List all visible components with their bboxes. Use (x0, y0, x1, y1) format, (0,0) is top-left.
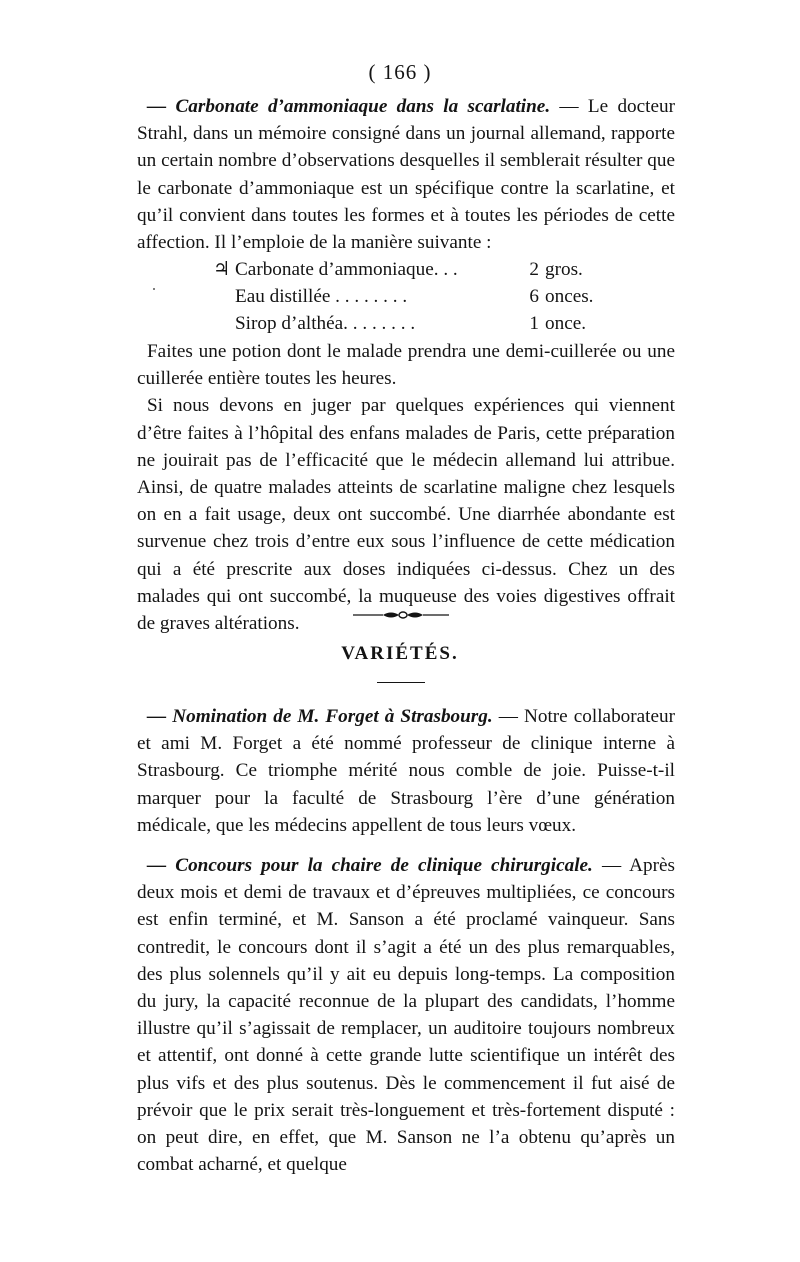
prescription-row (213, 310, 593, 337)
carbonate-section (137, 93, 675, 256)
ornament-divider-icon (353, 608, 449, 622)
carbonate-intro-text: — Le docteur Strahl, dans un mémoire consigné dans un journal allemand, rapporte un certain nombre d’observations desquelles il semblerait résulter que le carbonate d’ammoniaque est un spécifique contre la scarlatine, et qu’il convient dans toutes les formes et à toutes les périodes de cette affection. Il l’emploie de la manière suivante : (137, 96, 675, 254)
ingredient-name: Sirop d’althéa. . . . . . . . (235, 313, 416, 335)
forget-paragraph (137, 703, 675, 839)
carbonate-title: — Carbonate d’ammoniaque dans la scarlatine. (147, 96, 551, 117)
print-speck (153, 288, 155, 290)
ingredient-name: Carbonate d’ammoniaque. . . (235, 259, 458, 280)
results-paragraph: Si nous devons en juger par quelques expériences qui viennent d’être faites à l’hôpital des enfans malades de Paris, cette préparation ne jouirait pas de l’efficacité que le médecin allemand lui attribue. Ainsi, de quatre malades atteints de scarlatine maligne chez lesquels on en a fait usage, deux ont succombé. Une diarrhée abondante est survenue chez trois d’entre eux sous l’influence de cette médication qui a été prescrite aux doses indiquées ci-dessus. Chez un des malades qui ont succombé, la muqueuse des voies digestives offrait de graves altérations. (137, 395, 675, 635)
prescription-row (213, 256, 593, 283)
ingredient-unit: gros. (545, 259, 583, 280)
dosage-paragraph: Faites une potion dont le malade prendra une demi-cuillerée ou une cuillerée entière toutes les heures. (137, 341, 675, 390)
recipe-symbol-icon: ♃ (213, 259, 231, 280)
prescription-table (213, 256, 593, 338)
page-number: ( 166 ) (368, 60, 432, 84)
prescription-row (213, 283, 593, 310)
concours-paragraph (137, 852, 675, 1178)
varietes-heading: VARIÉTÉS. (341, 643, 459, 664)
carbonate-intro-paragraph (137, 93, 675, 256)
heading-rule (377, 682, 425, 683)
ingredient-name: Eau distillée . . . . . . . . (235, 286, 408, 308)
varietes-section (137, 703, 675, 1178)
concours-title: — Concours pour la chaire de clinique chirurgicale. (147, 855, 593, 877)
ingredient-quantity: 6 (529, 286, 539, 308)
forget-title: — Nomination de M. Forget à Strasbourg. (147, 706, 493, 727)
carbonate-results (137, 338, 675, 637)
ingredient-unit: onces. (545, 286, 594, 308)
concours-text: — Après deux mois et demi de travaux et d’épreuves multipliées, ce concours est enfin terminé, et M. Sanson a été proclamé vainqueur. Sans contredit, le concours dont il s’agit a été un des plus remarquables, des plus solennels qu’il y ait eu depuis long-temps. La composition du jury, la capacité reconnue de la plupart des candidats, l’homme illustre qu’il s’agissait de remplacer, un auditoire toujours nombreux et attentif, ont donné à cette grande lutte scientifique un intérêt des plus vifs et des plus soutenus. Dès le commencement il fut aisé de prévoir que le prix serait très-longuement et très-fortement disputé : on peut dire, en effet, que M. Sanson ne l’a obtenu qu’après un combat acharné, et quelque (137, 855, 676, 1176)
ingredient-quantity: 2 (529, 259, 539, 280)
ingredient-quantity: 1 (529, 313, 539, 335)
ingredient-unit: once. (545, 313, 587, 335)
forget-text: — Notre collaborateur et ami M. Forget a été nommé professeur de clinique interne à Strasbourg. Ce triomphe mérité nous comble de joie. Puisse-t-il marquer pour la faculté de Strasbourg l’ère d’une génération médicale, que les médecins appellent de tous leurs vœux. (137, 706, 675, 836)
